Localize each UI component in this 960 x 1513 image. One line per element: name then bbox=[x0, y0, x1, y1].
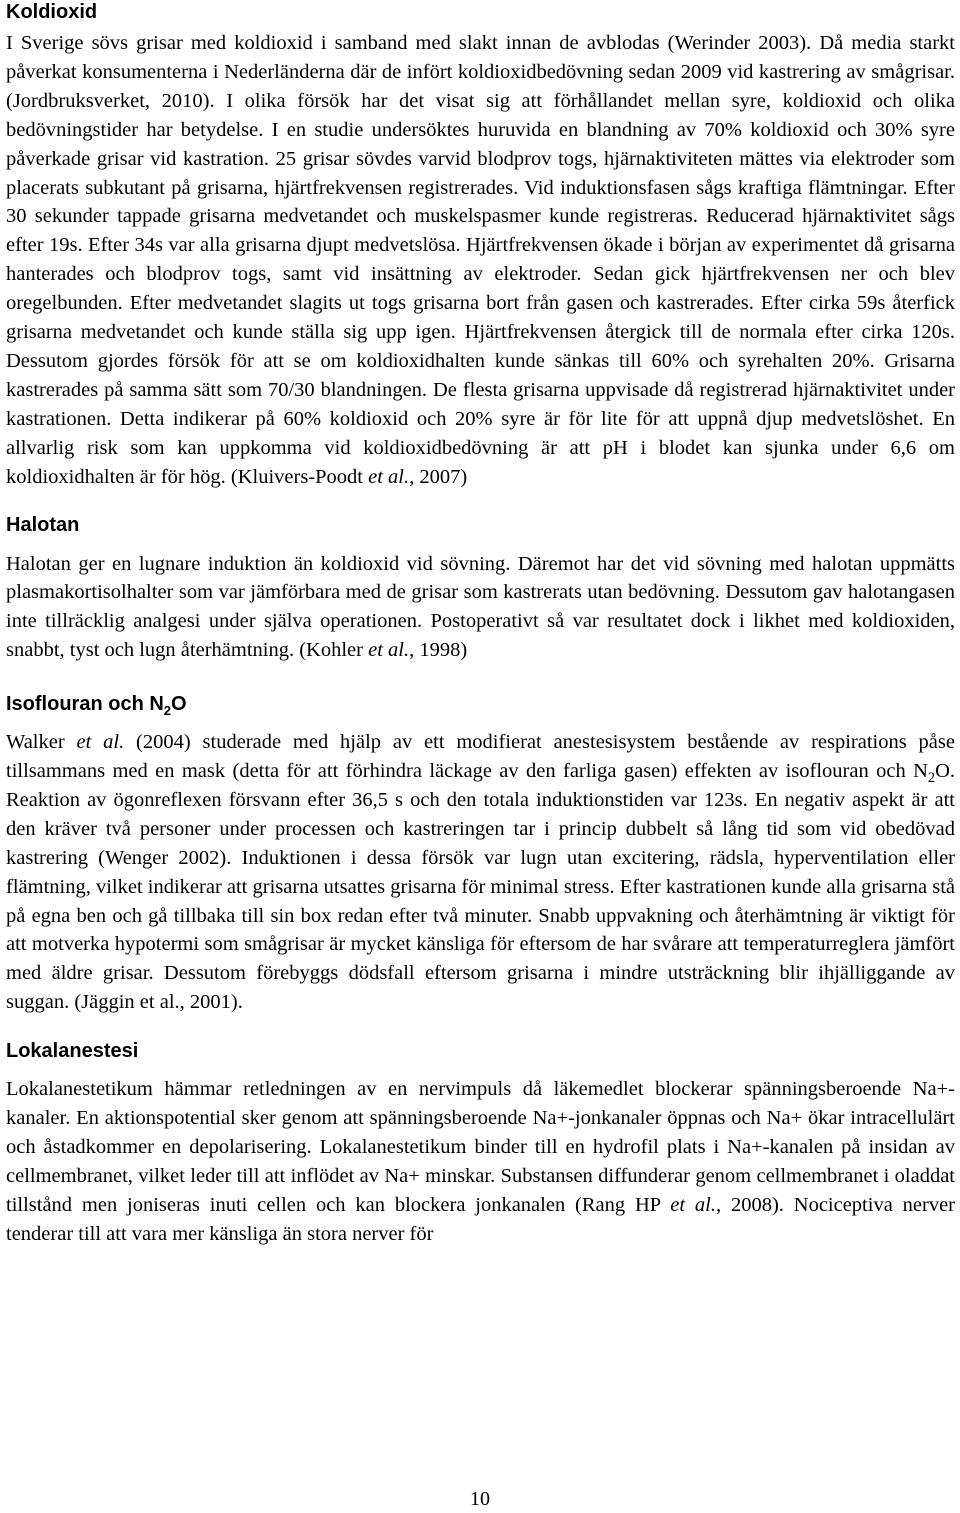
section-heading-lokalanestesi: Lokalanestesi bbox=[6, 1040, 139, 1063]
heading-text-end: O bbox=[171, 693, 187, 716]
heading-text: Isoflouran och N bbox=[6, 693, 164, 716]
section-heading-halotan: Halotan bbox=[6, 513, 80, 536]
heading-subscript: 2 bbox=[163, 703, 172, 719]
page-number: 10 bbox=[470, 1488, 490, 1510]
citation-etal: et al. bbox=[368, 465, 410, 488]
section-body-lokalanestesi bbox=[6, 1075, 955, 1248]
body-text: , 2008). Nociceptiva nerver tenderar till att vara mer känsliga än stora nerver för bbox=[6, 1193, 955, 1245]
section-body-halotan bbox=[6, 550, 955, 666]
document-page bbox=[6, 0, 955, 1249]
body-text: O. Reaktion av ögonreflexen försvann efter 36,5 s och den totala induktionstiden var 123s. En negativ aspekt är att den kräver två personer under processen och kastreringen tar i princip dubbelt så lång tid som vid obedövad kastrering (Wenger 2002). Induktionen i dessa försök var lugn utan excitering, rädsla, hyperventilation eller flämtning, vilket indikerar att grisarna utsattes grisarna för minimal stress. Efter kastrationen kunde alla grisarna stå på egna ben och gå tillbaka till sin box redan efter två minuter. Snabb uppvakning och återhämtning är viktigt för att motverka hypotermi som smågrisar är mycket känsliga för eftersom de har svårare att temperaturreglera jämfört med äldre grisar. Dessutom förebyggs dödsfall eftersom grisarna i mindre utsträckning blir ihjälliggande av suggan. (Jäggin et al., 2001). bbox=[6, 760, 955, 1014]
citation-year: , 1998) bbox=[409, 639, 468, 662]
citation-etal: et al. bbox=[368, 639, 410, 662]
citation-etal: et al. bbox=[76, 731, 125, 754]
section-heading-isoflouran bbox=[6, 692, 955, 719]
citation-year: , 2007) bbox=[409, 465, 468, 488]
body-text: (2004) studerade med hjälp av ett modifierat anestesisystem bestående av respirations påse tillsammans med en mask (detta för att förhindra läckage av den farliga gasen) effekten av isoflouran och N bbox=[6, 731, 955, 783]
section-body-isoflouran bbox=[6, 728, 955, 1017]
body-text: Halotan ger en lugnare induktion än koldioxid vid sövning. Däremot har det vid sövning med halotan uppmätts plasmakortisolhalter som var jämförbara med de grisar som kastrerats utan bedövning. Dessutom gav halotangasen inte tillräcklig analgesi under själva operationen. Postoperativt så var resultatet dock i likhet med koldioxiden, snabbt, tyst och lugn återhämtning. (Kohler bbox=[6, 552, 955, 662]
citation-etal: et al. bbox=[670, 1193, 716, 1216]
body-subscript: 2 bbox=[927, 770, 936, 787]
body-text: Walker bbox=[6, 731, 77, 754]
section-heading-koldioxid: Koldioxid bbox=[6, 1, 98, 23]
body-text: Lokalanestetikum hämmar retledningen av en nervimpuls då läkemedlet blockerar spänningsberoende Na+- kanaler. En aktionspotential sker genom att spänningsberoende Na+-jonkanaler öppnas och Na+ ökar intracellulärt och åstadkommer en depolarisering. Lokalanestetikum binder till en hydrofil plats i Na+-kanalen på insidan av cellmembranet, vilket leder till att inflödet av Na+ minskar. Substansen diffunderar genom cellmembranet i oladdat tillstånd men joniseras inuti cellen och kan blockera jonkanalen (Rang HP bbox=[6, 1078, 955, 1216]
section-body-koldioxid bbox=[6, 29, 955, 492]
body-text: I Sverige sövs grisar med koldioxid i samband med slakt innan de avblodas (Werinder 2003). Då media starkt påverkat konsumenterna i Nederländerna där de infört koldioxidbedövning sedan 2009 vid kastrering av smågrisar. (Jordbruksverket, 2010). I olika försök har det visat sig att förhållandet mellan syre, koldioxid och olika bedövningstider har betydelse. I en studie undersöktes huruvida en blandning av 70% koldioxid och 30% syre påverkade grisar vid kastration. 25 grisar sövdes varvid blodprov togs, hjärnaktiviteten mättes via elektroder som placerats subkutant på grisarna, hjärtfrekvensen registrerades. Vid induktionsfasen sågs kraftiga flämtningar. Efter 30 sekunder tappade grisarna medvetandet och muskelspasmer kunde registreras. Reducerad hjärnaktivitet sågs efter 19s. Efter 34s var alla grisarna djupt medvetslösa. Hjärtfrekvensen ökade i början av experimentet då grisarna hanterades och blodprov togs, samt vid insättning av elektroder. Sedan gick hjärtfrekvensen ner och blev oregelbunden. Efter medvetandet slagits ut togs grisarna bort från gasen och kastrerades. Efter cirka 59s återfick grisarna medvetandet och kunde ställa sig upp igen. Hjärtfrekvensen återgick till de normala efter cirka 120s. Dessutom gjordes försök för att se om koldioxidhalten kunde sänkas till 60% och syrehalten 20%. Grisarna kastrerades på samma sätt som 70/30 blandningen. De flesta grisarna uppvisade då registrerad hjärnaktivitet under kastrationen. Detta indikerar på 60% koldioxid och 20% syre är för lite för att uppnå djup medvetslöshet. En allvarlig risk som kan uppkomma vid koldioxidbedövning är att pH i blodet kan sjunka under 6,6 om koldioxidhalten är för hög. (Kluivers-Poodt bbox=[6, 32, 955, 488]
